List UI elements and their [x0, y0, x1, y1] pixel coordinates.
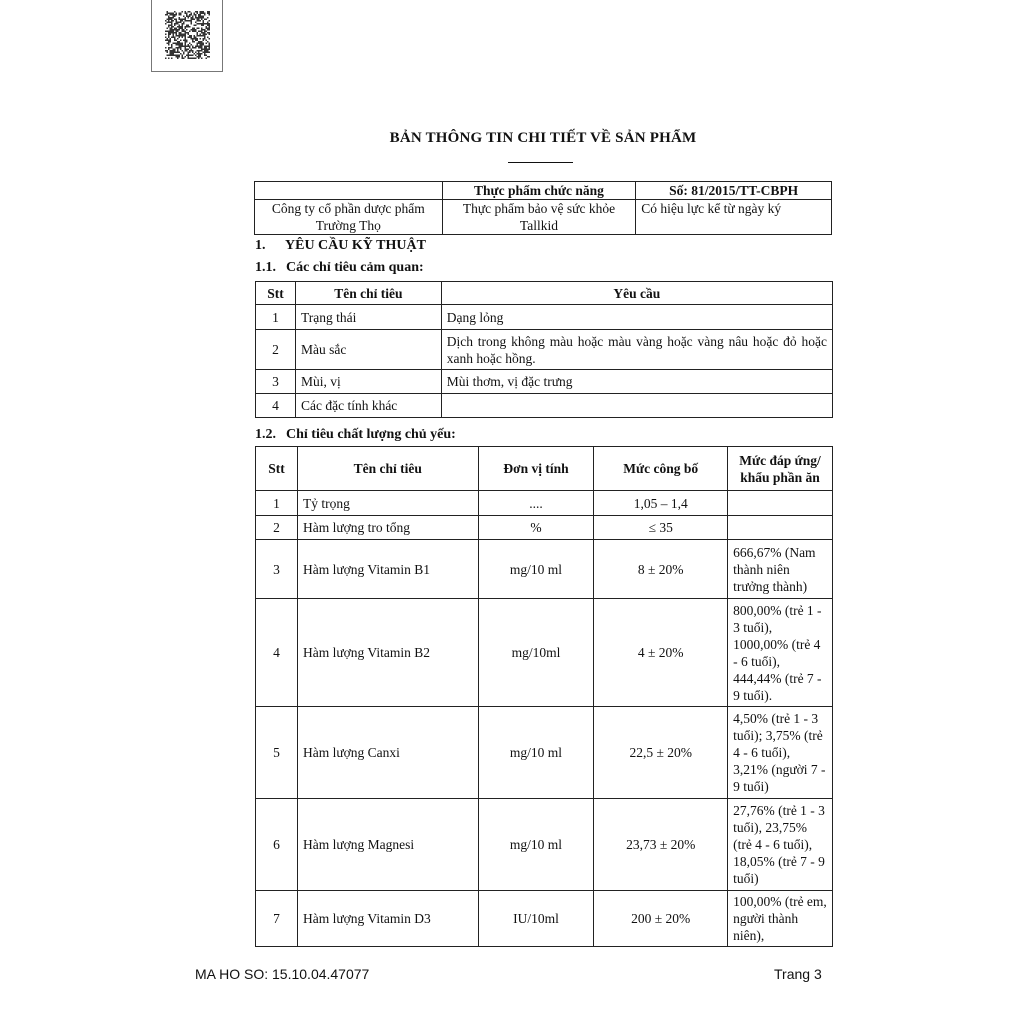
row-stt: 4 — [256, 599, 298, 707]
row-name: Hàm lượng Vitamin B1 — [297, 540, 478, 599]
product-header-table — [254, 181, 832, 235]
quality-criteria-table — [255, 446, 833, 947]
row-level: 4 ± 20% — [594, 599, 728, 707]
effective-date: Có hiệu lực kể từ ngày ký — [636, 200, 832, 235]
table-row — [255, 182, 832, 200]
row-name: Các đặc tính khác — [295, 394, 441, 418]
row-meet: 100,00% (trẻ em, người thành niên), — [728, 891, 833, 947]
table-row — [256, 330, 833, 370]
row-unit: mg/10 ml — [478, 540, 594, 599]
table-row — [255, 200, 832, 235]
row-stt: 2 — [256, 330, 296, 370]
row-stt: 5 — [256, 707, 298, 799]
row-level: 1,05 – 1,4 — [594, 491, 728, 516]
row-stt: 3 — [256, 370, 296, 394]
header-cell-empty — [255, 182, 443, 200]
row-unit: IU/10ml — [478, 891, 594, 947]
table-row — [256, 305, 833, 330]
row-unit: % — [478, 516, 594, 540]
row-stt: 7 — [256, 891, 298, 947]
section-1-2-heading — [255, 427, 456, 443]
row-unit: mg/10 ml — [478, 707, 594, 799]
table-row — [256, 370, 833, 394]
section-number: 1.2. — [255, 427, 276, 442]
table-header-row — [256, 282, 833, 305]
row-level: 23,73 ± 20% — [594, 799, 728, 891]
title-underline — [508, 162, 573, 163]
row-name: Hàm lượng tro tổng — [297, 516, 478, 540]
row-level: 22,5 ± 20% — [594, 707, 728, 799]
column-header: Tên chỉ tiêu — [297, 447, 478, 491]
section-title: Chỉ tiêu chất lượng chủ yếu: — [286, 427, 456, 442]
table-row — [256, 707, 833, 799]
table-row — [256, 599, 833, 707]
section-title: YÊU CẦU KỸ THUẬT — [285, 238, 426, 253]
sensory-criteria-table — [255, 281, 833, 418]
section-title: Các chỉ tiêu cảm quan: — [286, 260, 424, 275]
page-number: Trang 3 — [774, 966, 822, 982]
row-name: Hàm lượng Canxi — [297, 707, 478, 799]
column-header: Tên chỉ tiêu — [295, 282, 441, 305]
row-stt: 1 — [256, 305, 296, 330]
row-meet: 27,76% (trẻ 1 - 3 tuổi), 23,75% (trẻ 4 - 6 tuổi), 18,05% (trẻ 7 - 9 tuổi) — [728, 799, 833, 891]
table-header-row — [256, 447, 833, 491]
row-name: Hàm lượng Magnesi — [297, 799, 478, 891]
row-requirement: Mùi thơm, vị đặc trưng — [441, 370, 832, 394]
row-meet — [728, 516, 833, 540]
row-name: Tỷ trọng — [297, 491, 478, 516]
row-stt: 1 — [256, 491, 298, 516]
row-unit: .... — [478, 491, 594, 516]
table-row — [256, 891, 833, 947]
row-name: Mùi, vị — [295, 370, 441, 394]
document-code: MA HO SO: 15.10.04.47077 — [195, 966, 370, 982]
table-row — [256, 516, 833, 540]
document-title: BẢN THÔNG TIN CHI TIẾT VỀ SẢN PHẨM — [389, 130, 697, 146]
column-header: Mức công bố — [594, 447, 728, 491]
column-header: Stt — [256, 282, 296, 305]
row-requirement — [441, 394, 832, 418]
column-header: Đơn vị tính — [478, 447, 594, 491]
row-requirement: Dịch trong không màu hoặc màu vàng hoặc vàng nâu hoặc đỏ hoặc xanh hoặc hồng. — [441, 330, 832, 370]
row-unit: mg/10 ml — [478, 799, 594, 891]
section-number: 1. — [255, 238, 266, 253]
table-row — [256, 491, 833, 516]
row-meet: 4,50% (trẻ 1 - 3 tuổi); 3,75% (trẻ 4 - 6 tuổi), 3,21% (người 7 - 9 tuổi) — [728, 707, 833, 799]
column-header: Yêu cầu — [441, 282, 832, 305]
row-level: 8 ± 20% — [594, 540, 728, 599]
table-row — [256, 540, 833, 599]
row-name: Trạng thái — [295, 305, 441, 330]
row-unit: mg/10ml — [478, 599, 594, 707]
column-header: Stt — [256, 447, 298, 491]
row-stt: 4 — [256, 394, 296, 418]
qr-code-box — [151, 0, 223, 72]
column-header: Mức đáp ứng/ khẩu phần ăn — [728, 447, 833, 491]
header-cell-category: Thực phẩm chức năng — [442, 182, 636, 200]
table-row — [256, 799, 833, 891]
row-name: Màu sắc — [295, 330, 441, 370]
header-cell-number: Số: 81/2015/TT-CBPH — [636, 182, 832, 200]
row-stt: 3 — [256, 540, 298, 599]
row-stt: 6 — [256, 799, 298, 891]
row-meet: 800,00% (trẻ 1 - 3 tuổi), 1000,00% (trẻ 4 - 6 tuổi), 444,44% (trẻ 7 - 9 tuổi). — [728, 599, 833, 707]
table-row — [256, 394, 833, 418]
row-stt: 2 — [256, 516, 298, 540]
row-meet: 666,67% (Nam thành niên trưởng thành) — [728, 540, 833, 599]
row-meet — [728, 491, 833, 516]
row-level: 200 ± 20% — [594, 891, 728, 947]
row-requirement: Dạng lỏng — [441, 305, 832, 330]
qr-code-icon — [165, 11, 210, 59]
section-number: 1.1. — [255, 260, 276, 275]
product-name: Thực phẩm bảo vệ sức khỏe Tallkid — [442, 200, 636, 235]
section-1-1-heading — [255, 260, 424, 276]
row-name: Hàm lượng Vitamin D3 — [297, 891, 478, 947]
company-name: Công ty cổ phần dược phẩm Trường Thọ — [255, 200, 443, 235]
section-1-heading — [255, 238, 426, 254]
row-level: ≤ 35 — [594, 516, 728, 540]
row-name: Hàm lượng Vitamin B2 — [297, 599, 478, 707]
